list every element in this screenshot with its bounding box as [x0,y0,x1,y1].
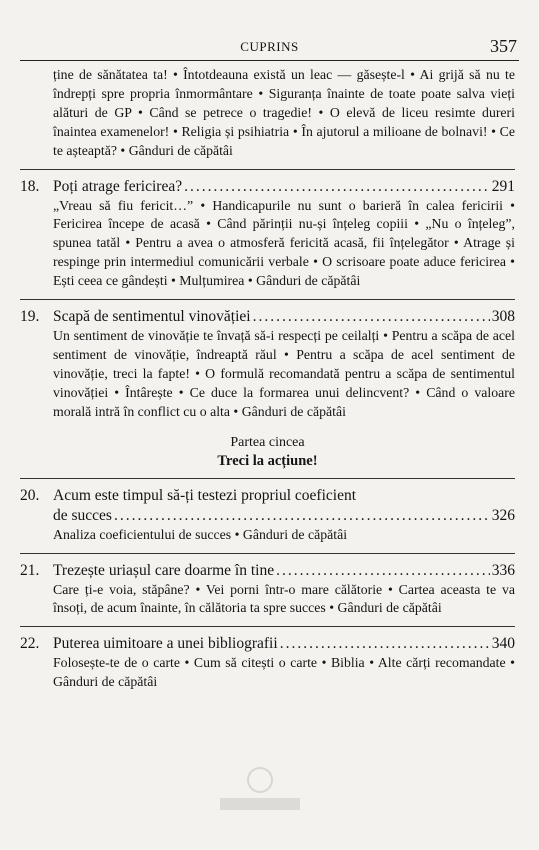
toc-entry-21[interactable] [20,561,515,619]
faded-logo-icon [200,762,320,822]
entry-title: Poți atrage fericirea? [53,177,183,195]
entry-page: 308 [491,308,515,326]
entry-separator [20,626,515,627]
entry-number: 20. [20,486,40,504]
entry-title-row [20,561,515,581]
entry-page: 340 [491,635,515,653]
leader-dots [280,634,490,654]
entry-title: Puterea uimitoare a unei bibliografii [53,635,278,653]
running-title: CUPRINS [240,39,299,54]
leader-dots [184,177,490,197]
entry-description: Analiza coeficientului de succes • Gânduri de căpătâi [53,526,348,542]
entry-title-continued: de succes [53,506,112,524]
entry-number: 18. [20,177,40,195]
toc-entry-22[interactable] [20,634,515,692]
leader-dots [253,307,490,327]
entry-number: 21. [20,561,40,579]
toc-entry-20[interactable] [20,486,515,545]
part-heading [20,434,515,470]
page-number: 357 [490,36,517,56]
toc-entry-18[interactable] [20,177,515,292]
entry-title-row-2 [20,506,515,526]
entry-title: Acum este timpul să-ți testezi propriul coeficient [53,486,357,504]
entry-title-row [20,634,515,654]
entry-description: Folosește-te de o carte • Cum să citești o carte • Biblia • Alte cărți recomandate • Gânduri de căpătâi [53,655,515,690]
header-rule [20,60,519,61]
entry-number: 22. [20,635,40,653]
entry-title-row [20,486,515,506]
toc-entry-19[interactable] [20,307,515,422]
page-header [22,36,517,60]
table-of-contents [20,66,515,692]
part-label: Partea cincea [230,434,305,450]
entry-separator [20,299,515,300]
entry-number: 19. [20,308,40,326]
entry-title: Trezește uriașul care doarme în tine [53,561,275,579]
entry-title: Scapă de sentimentul vinovăției [53,308,251,326]
entry-page: 291 [491,177,515,195]
entry-description: „Vreau să fiu fericit…” • Handicapurile nu sunt o barieră în calea fericirii • Fericirea începe de acasă • Când părinții nu-și înțeleg copiii • „Nu o înțeleg”, spunea tatăl • Pentru a avea o atmosferă fericită acasă, fii înțelegător • Atrage și respinge prin intermediul comunicării verbale • O scrisoare poate aduce fericirea • Ești ceea ce gândești • Mulțumirea • Gânduri de căpătâi [53,197,515,289]
leader-dots [276,561,490,581]
entry-separator [20,478,515,479]
entry-description: Care ți-e voia, stăpâne? • Vei porni într-o mare călătorie • Cartea aceasta te va însoți, de acum înainte, în călătoria ta spre succes • Gânduri de căpătâi [53,581,515,616]
entry-description: Un sentiment de vinovăție te învață să-i respecți pe ceilalți • Pentru a scăpa de acel sentiment de vinovăție, îndreaptă răul • Pentru a scăpa de acel sentiment de vinovăție, treci la fapte! • O formulă recomandată pentru a scăpa de sentimentul vinovăției • Întârește • Ce duce la formarea unui delincvent? • Când o valoare morală intră în conflict cu o alta • Gânduri de căpătâi [53,328,515,419]
part-title: Treci la acțiune! [217,452,318,469]
entry-17-description: ține de sănătatea ta! • Întotdeauna există un leac — găsește-l • Ai grijă să nu te îndrepți spre propria înmormântare • Siguranța înainte de toate poate salva vieți alături de GP • Când se petrece o tragedie! • O elevă de liceu resimte dureri înaintea examenelor! • Religia și psihiatria • În ajutorul a milioane de bolnavi! • Ce te așteaptă? • Gânduri de căpătâi [53,67,515,158]
entry-page: 336 [491,561,515,579]
leader-dots [114,506,490,526]
entry-separator [20,169,515,170]
entry-separator [20,553,515,554]
entry-title-row [20,177,515,197]
entry-title-row [20,307,515,327]
entry-page: 326 [491,506,515,524]
